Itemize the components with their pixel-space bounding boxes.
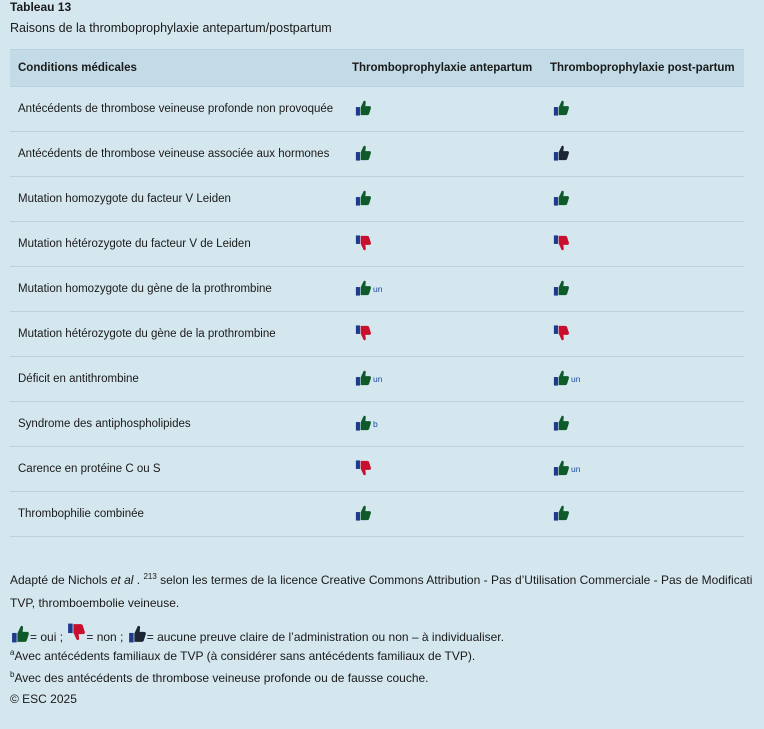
postpartum-cell	[550, 492, 744, 537]
legend: = oui ; = non ; = aucune preuve claire de l’administration ou non – à individualiser.	[10, 622, 504, 647]
antepartum-cell	[352, 447, 550, 492]
antepartum-cell	[352, 177, 550, 222]
header-antepartum: Thromboprophylaxie antepartum	[352, 50, 550, 87]
postpartum-cell	[550, 312, 744, 357]
thumb-up-green-icon	[552, 99, 570, 120]
antepartum-cell	[352, 312, 550, 357]
thumb-up-green-icon	[354, 99, 372, 120]
footnote-b: $^b$Avec des antécédents de thrombose veineuse profonde ou de fausse couche.	[10, 670, 429, 685]
thumb-up-green-icon	[354, 144, 372, 165]
thumb-up-black-icon	[552, 144, 570, 165]
thumb-up-green-icon	[354, 504, 372, 525]
footnote-marker: un	[571, 464, 581, 474]
table-row	[10, 357, 744, 402]
thumb-up-black-icon	[127, 624, 147, 647]
antepartum-cell	[352, 132, 550, 177]
postpartum-cell	[550, 357, 744, 402]
source-note: Adapté de Nichols et al . $^{213}$ selon les termes de la licence Creative Commons Attribution - Pas d’Utilisation Commerciale - Pas de Modificati	[10, 572, 753, 587]
antepartum-cell	[352, 357, 550, 402]
thumb-up-green-icon	[552, 414, 570, 435]
thumb-up-green-icon	[354, 189, 372, 210]
table-row	[10, 177, 744, 222]
table-row	[10, 267, 744, 312]
condition-cell: Mutation hétérozygote du facteur V de Leiden	[10, 222, 352, 267]
thumb-up-green-icon	[10, 624, 30, 647]
antepartum-cell	[352, 87, 550, 132]
header-conditions: Conditions médicales	[10, 50, 352, 87]
thumb-down-red-icon	[354, 234, 372, 255]
antepartum-cell	[352, 267, 550, 312]
footnote-marker: b	[373, 419, 378, 429]
footnote-a: $^a$Avec antécédents familiaux de TVP (à considérer sans antécédents familiaux de TVP).	[10, 648, 476, 663]
copyright: © ESC 2025	[10, 692, 77, 706]
thumb-up-green-icon	[552, 189, 570, 210]
postpartum-cell	[550, 87, 744, 132]
condition-cell: Carence en protéine C ou S	[10, 447, 352, 492]
antepartum-cell	[352, 492, 550, 537]
thumb-up-green-icon	[552, 459, 570, 480]
postpartum-cell	[550, 222, 744, 267]
thromboprophylaxis-table	[10, 49, 744, 537]
thumb-down-red-icon	[552, 324, 570, 345]
abbreviation-note: TVP, thromboembolie veineuse.	[10, 596, 180, 610]
thumb-down-red-icon	[354, 459, 372, 480]
condition-cell: Mutation homozygote du facteur V Leiden	[10, 177, 352, 222]
table-caption: Raisons de la thromboprophylaxie antepartum/postpartum	[10, 21, 332, 35]
condition-cell: Antécédents de thrombose veineuse associée aux hormones	[10, 132, 352, 177]
postpartum-cell	[550, 402, 744, 447]
thumb-down-red-icon	[66, 622, 86, 645]
table-row	[10, 447, 744, 492]
condition-cell: Mutation hétérozygote du gène de la prothrombine	[10, 312, 352, 357]
condition-cell: Syndrome des antiphospholipides	[10, 402, 352, 447]
footnote-marker: un	[373, 374, 383, 384]
condition-cell: Antécédents de thrombose veineuse profonde non provoquée	[10, 87, 352, 132]
condition-cell: Thrombophilie combinée	[10, 492, 352, 537]
postpartum-cell	[550, 267, 744, 312]
antepartum-cell	[352, 222, 550, 267]
table-row	[10, 87, 744, 132]
thumb-down-red-icon	[552, 234, 570, 255]
postpartum-cell	[550, 132, 744, 177]
table-row	[10, 492, 744, 537]
thumb-up-green-icon	[354, 279, 372, 300]
postpartum-cell	[550, 447, 744, 492]
table-row	[10, 312, 744, 357]
footnote-marker: un	[571, 374, 581, 384]
postpartum-cell	[550, 177, 744, 222]
thumb-up-green-icon	[552, 504, 570, 525]
condition-cell: Mutation homozygote du gène de la prothrombine	[10, 267, 352, 312]
thumb-up-green-icon	[552, 279, 570, 300]
table-row	[10, 402, 744, 447]
footnote-marker: un	[373, 284, 383, 294]
antepartum-cell	[352, 402, 550, 447]
thumb-up-green-icon	[354, 414, 372, 435]
table-label: Tableau 13	[10, 0, 72, 14]
thumb-up-green-icon	[354, 369, 372, 390]
table-row	[10, 222, 744, 267]
thumb-down-red-icon	[354, 324, 372, 345]
condition-cell: Déficit en antithrombine	[10, 357, 352, 402]
table-row	[10, 132, 744, 177]
header-postpartum: Thromboprophylaxie post-partum	[550, 50, 744, 87]
thumb-up-green-icon	[552, 369, 570, 390]
